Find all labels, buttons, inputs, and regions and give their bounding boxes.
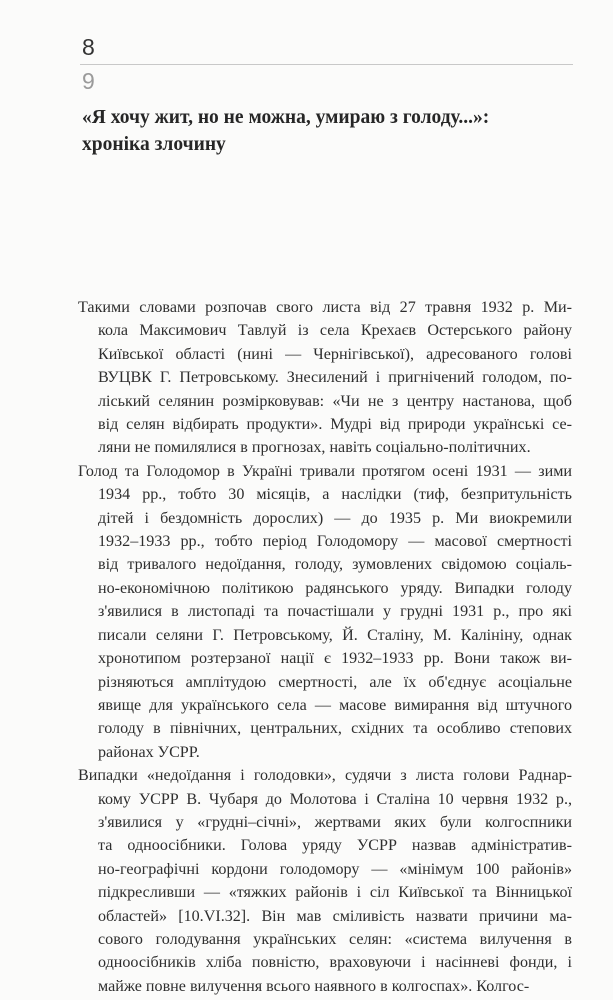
paragraph-line: різняються амплітудою смертності, але їх об'єднує асоціальне [98, 673, 572, 691]
paragraph-line: 1934 рр., тобто 30 місяців, а наслідки (тиф, безпритульність [98, 486, 572, 504]
paragraph-line: від селян відбирать продукти». Мудрі від природи українські се- [98, 416, 572, 434]
paragraph-line: но-економічною політикою радянського уряду. Випадки голоду [98, 579, 572, 597]
paragraph-line: хронотипом розтерзаної нації є 1932–1933 рр. Вони також ви- [98, 650, 572, 668]
paragraph-line: кола Максимович Тавлуй із села Крехаєв Остерського району [98, 322, 572, 340]
paragraph-line: явище для українського села — масове вимирання від штучного [98, 696, 572, 714]
chapter-title-line: хроніка злочину [82, 134, 226, 155]
paragraph-line: ляни не помилялися в прогнозах, навіть соціально-політичних. [98, 439, 531, 457]
paragraph-line: голоду в північних, центральних, східних та особливо степових [98, 720, 572, 738]
paragraph-line: кому УСРР В. Чубаря до Молотова і Сталіна 10 червня 1932 р., [98, 790, 572, 808]
paragraph [78, 296, 572, 460]
chapter-title [82, 104, 562, 158]
paragraph-line: майже повне вилучення всього наявного в колгоспах». Колгос- [98, 977, 530, 995]
paragraph-line: Київської області (нині — Чернігівської), адресованого голові [98, 345, 572, 363]
paragraph-line: одноосібників хліба повністю, враховуючи і насінневі фонди, і [98, 954, 572, 972]
paragraph-line: ліський селянин розмірковував: «Чи не з центру настанова, щоб [98, 392, 572, 410]
paragraph-line: писали селяни Г. Петровському, Й. Сталіну, М. Калініну, однак [98, 626, 572, 644]
paragraph-line: областей» [10.VI.32]. Він мав сміливість назвати причини ма- [98, 907, 572, 925]
paragraph-line: Такими словами розпочав свого листа від 27 травня 1932 р. Ми- [78, 299, 572, 316]
paragraph-line: Голод та Голодомор в Україні тривали протягом осені 1931 — зими [78, 462, 572, 480]
body-text [78, 296, 572, 998]
page-number-next: 9 [82, 68, 95, 94]
page-number-current: 8 [82, 34, 95, 60]
paragraph-line: сового голодування українських селян: «система вилучення в [98, 930, 572, 948]
paragraph-line: підкресливши — «тяжких районів і сіл Київської та Вінницької [98, 884, 572, 902]
paragraph-line: Випадки «недоїдання і голодовки», судячи з листа голови Раднар- [78, 767, 572, 785]
paragraph-line: районах УСРР. [98, 743, 200, 761]
paragraph-line: від тривалого недоїдання, голоду, зумовлених свідомою соціаль- [98, 556, 572, 574]
paragraph-line: з'явилися у «грудні–січні», жертвами яких були колгоспники [98, 813, 572, 831]
paragraph-line: дітей і бездомність дорослих) — до 1935 р. Ми виокремили [98, 509, 572, 527]
paragraph-line: но-географічні кордони голодомору — «мінімум 100 районів» [98, 860, 572, 878]
paragraph-line: 1932–1933 рр., тобто період Голодомору — масової смертності [98, 533, 572, 551]
paragraph [78, 764, 572, 998]
chapter-title-line: «Я хочу жит, но не можна, умираю з голоду...»: [82, 107, 490, 128]
paragraph-line: та одноосібники. Голова уряду УСРР назвав адміністратив- [98, 837, 572, 855]
paragraph [78, 460, 572, 764]
header-divider [80, 64, 573, 65]
paragraph-line: ВУЦВК Г. Петровському. Знесилений і пригнічений голодом, по- [98, 369, 572, 387]
paragraph-line: з'явилися в листопаді та почастішали у грудні 1931 р., про які [98, 603, 572, 621]
